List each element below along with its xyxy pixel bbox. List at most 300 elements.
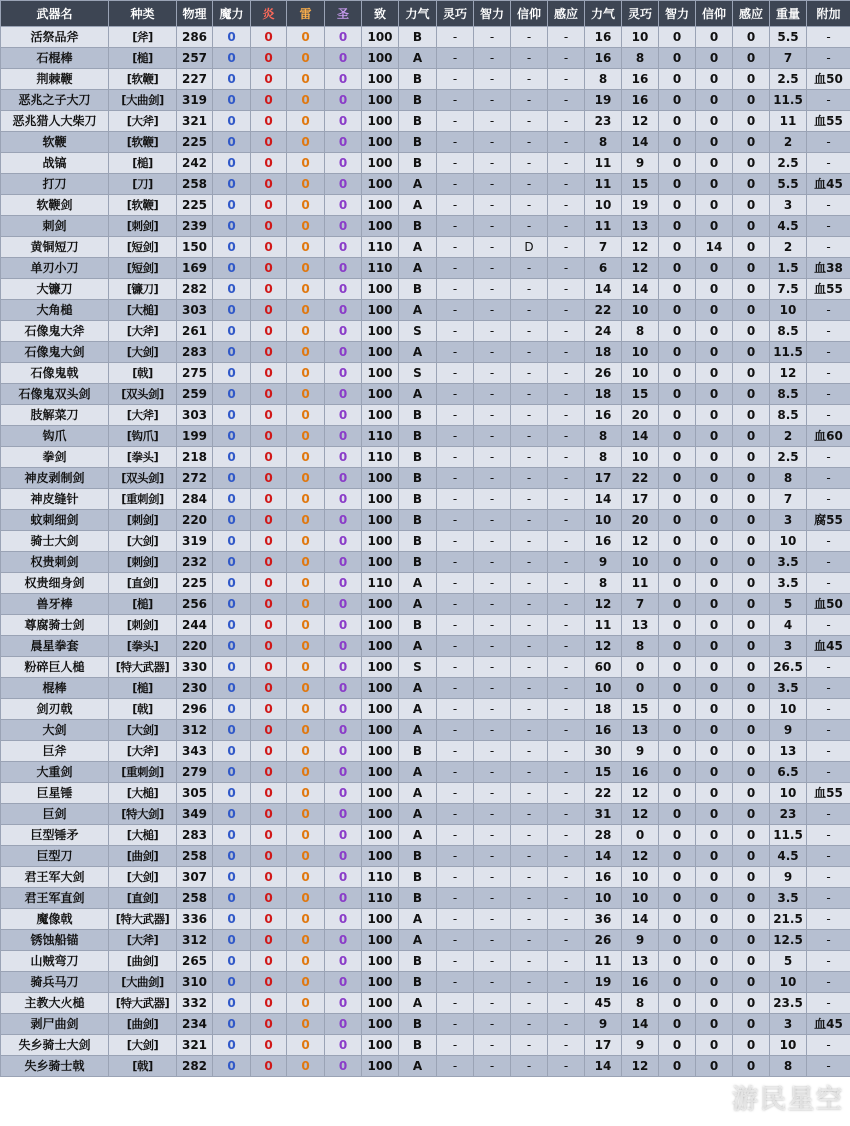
cell-lightning: 0 [287, 363, 325, 384]
header-req-fai: 信仰 [696, 1, 733, 27]
cell-magic: 0 [213, 300, 251, 321]
cell-weight: 13 [770, 741, 807, 762]
cell-fire: 0 [251, 111, 287, 132]
cell-req-fai: 0 [696, 216, 733, 237]
cell-extra-effect: - [807, 888, 850, 909]
cell-lightning: 0 [287, 888, 325, 909]
cell-scaling-arc: - [548, 489, 585, 510]
cell-req-int: 0 [659, 90, 696, 111]
cell-lightning: 0 [287, 279, 325, 300]
cell-req-arc: 0 [733, 153, 770, 174]
cell-req-int: 0 [659, 741, 696, 762]
cell-holy: 0 [325, 993, 362, 1014]
cell-scaling-fai: - [511, 993, 548, 1014]
cell-fire: 0 [251, 153, 287, 174]
cell-req-fai: 0 [696, 993, 733, 1014]
cell-req-int: 0 [659, 720, 696, 741]
cell-scaling-fai: - [511, 615, 548, 636]
cell-weapon-name: 单刃小刀 [1, 258, 109, 279]
cell-req-str: 16 [585, 867, 622, 888]
cell-weapon-name: 棍棒 [1, 678, 109, 699]
cell-req-fai: 0 [696, 384, 733, 405]
cell-physical: 349 [177, 804, 213, 825]
cell-req-arc: 0 [733, 111, 770, 132]
cell-weapon-name: 神皮剥制剑 [1, 468, 109, 489]
cell-holy: 0 [325, 867, 362, 888]
table-body [1, 27, 850, 1077]
cell-scaling-int: - [474, 363, 511, 384]
cell-req-str: 9 [585, 1014, 622, 1035]
table-row [1, 804, 850, 825]
cell-scaling-int: - [474, 678, 511, 699]
cell-req-int: 0 [659, 783, 696, 804]
cell-req-arc: 0 [733, 531, 770, 552]
cell-lightning: 0 [287, 216, 325, 237]
cell-magic: 0 [213, 426, 251, 447]
cell-req-dex: 16 [622, 69, 659, 90]
cell-req-dex: 9 [622, 741, 659, 762]
cell-weapon-type: [大槌] [109, 300, 177, 321]
cell-scaling-fai: - [511, 741, 548, 762]
cell-req-dex: 14 [622, 1014, 659, 1035]
cell-scaling-str: B [399, 90, 437, 111]
cell-extra-effect: - [807, 48, 850, 69]
cell-fire: 0 [251, 426, 287, 447]
table-row [1, 993, 850, 1014]
cell-req-arc: 0 [733, 216, 770, 237]
cell-magic: 0 [213, 363, 251, 384]
cell-scaling-arc: - [548, 678, 585, 699]
cell-extra-effect: - [807, 489, 850, 510]
cell-lightning: 0 [287, 678, 325, 699]
cell-holy: 0 [325, 447, 362, 468]
cell-scaling-fai: - [511, 426, 548, 447]
cell-lightning: 0 [287, 237, 325, 258]
cell-req-arc: 0 [733, 426, 770, 447]
cell-scaling-fai: - [511, 804, 548, 825]
cell-req-int: 0 [659, 321, 696, 342]
cell-extra-effect: - [807, 363, 850, 384]
cell-req-fai: 0 [696, 573, 733, 594]
cell-magic: 0 [213, 216, 251, 237]
cell-weight: 2.5 [770, 153, 807, 174]
cell-req-int: 0 [659, 909, 696, 930]
cell-fire: 0 [251, 930, 287, 951]
cell-req-arc: 0 [733, 195, 770, 216]
cell-physical: 244 [177, 615, 213, 636]
cell-magic: 0 [213, 384, 251, 405]
cell-req-int: 0 [659, 825, 696, 846]
cell-physical: 305 [177, 783, 213, 804]
cell-physical: 225 [177, 573, 213, 594]
cell-fire: 0 [251, 279, 287, 300]
cell-req-int: 0 [659, 174, 696, 195]
cell-weight: 3.5 [770, 573, 807, 594]
cell-req-arc: 0 [733, 846, 770, 867]
cell-scaling-str: A [399, 300, 437, 321]
cell-scaling-int: - [474, 615, 511, 636]
cell-magic: 0 [213, 90, 251, 111]
cell-req-dex: 12 [622, 846, 659, 867]
cell-req-arc: 0 [733, 762, 770, 783]
cell-scaling-int: - [474, 48, 511, 69]
cell-req-dex: 10 [622, 867, 659, 888]
table-row [1, 552, 850, 573]
cell-scaling-int: - [474, 174, 511, 195]
cell-req-str: 11 [585, 615, 622, 636]
cell-extra-effect: 血55 [807, 783, 850, 804]
cell-fire: 0 [251, 804, 287, 825]
cell-fire: 0 [251, 132, 287, 153]
cell-physical: 330 [177, 657, 213, 678]
cell-scaling-int: - [474, 1056, 511, 1077]
cell-req-arc: 0 [733, 636, 770, 657]
cell-physical: 307 [177, 867, 213, 888]
table-row [1, 48, 850, 69]
cell-req-int: 0 [659, 552, 696, 573]
cell-extra-effect: 血50 [807, 69, 850, 90]
cell-extra-effect: - [807, 720, 850, 741]
cell-lightning: 0 [287, 426, 325, 447]
cell-weapon-name: 钩爪 [1, 426, 109, 447]
header-req-dex: 灵巧 [622, 1, 659, 27]
cell-req-fai: 0 [696, 27, 733, 48]
cell-req-dex: 14 [622, 279, 659, 300]
cell-weapon-type: [特大武器] [109, 993, 177, 1014]
cell-req-fai: 0 [696, 90, 733, 111]
cell-scaling-arc: - [548, 1035, 585, 1056]
cell-scaling-int: - [474, 783, 511, 804]
cell-scaling-int: - [474, 888, 511, 909]
cell-req-str: 26 [585, 930, 622, 951]
cell-critical: 100 [362, 972, 399, 993]
cell-scaling-arc: - [548, 867, 585, 888]
cell-weapon-name: 战镐 [1, 153, 109, 174]
cell-holy: 0 [325, 720, 362, 741]
cell-weight: 5.5 [770, 27, 807, 48]
cell-critical: 100 [362, 279, 399, 300]
cell-req-arc: 0 [733, 594, 770, 615]
cell-scaling-int: - [474, 825, 511, 846]
cell-scaling-str: B [399, 888, 437, 909]
cell-weight: 11.5 [770, 825, 807, 846]
cell-weapon-name: 失乡骑士戟 [1, 1056, 109, 1077]
cell-scaling-fai: - [511, 531, 548, 552]
cell-scaling-dex: - [437, 741, 474, 762]
cell-scaling-str: A [399, 762, 437, 783]
cell-holy: 0 [325, 27, 362, 48]
cell-req-fai: 0 [696, 279, 733, 300]
cell-weight: 1.5 [770, 258, 807, 279]
cell-req-str: 6 [585, 258, 622, 279]
cell-weight: 10 [770, 783, 807, 804]
cell-req-str: 11 [585, 153, 622, 174]
cell-magic: 0 [213, 552, 251, 573]
cell-req-dex: 17 [622, 489, 659, 510]
cell-weight: 12.5 [770, 930, 807, 951]
cell-req-dex: 15 [622, 174, 659, 195]
cell-physical: 319 [177, 531, 213, 552]
cell-req-fai: 0 [696, 426, 733, 447]
cell-req-dex: 0 [622, 825, 659, 846]
cell-scaling-arc: - [548, 825, 585, 846]
cell-physical: 343 [177, 741, 213, 762]
cell-scaling-arc: - [548, 69, 585, 90]
cell-req-int: 0 [659, 531, 696, 552]
cell-scaling-fai: - [511, 1056, 548, 1077]
cell-req-fai: 0 [696, 132, 733, 153]
cell-req-str: 10 [585, 510, 622, 531]
cell-req-dex: 13 [622, 216, 659, 237]
cell-fire: 0 [251, 720, 287, 741]
cell-fire: 0 [251, 48, 287, 69]
cell-scaling-dex: - [437, 909, 474, 930]
cell-weapon-name: 剑刃戟 [1, 699, 109, 720]
table-row [1, 216, 850, 237]
cell-weapon-name: 兽牙棒 [1, 594, 109, 615]
cell-req-fai: 0 [696, 174, 733, 195]
cell-scaling-int: - [474, 699, 511, 720]
cell-req-arc: 0 [733, 972, 770, 993]
cell-scaling-str: B [399, 867, 437, 888]
cell-req-str: 22 [585, 300, 622, 321]
cell-scaling-dex: - [437, 762, 474, 783]
cell-scaling-dex: - [437, 111, 474, 132]
cell-scaling-dex: - [437, 636, 474, 657]
cell-extra-effect: - [807, 951, 850, 972]
cell-scaling-dex: - [437, 174, 474, 195]
cell-weapon-name: 肢解菜刀 [1, 405, 109, 426]
cell-req-dex: 11 [622, 573, 659, 594]
cell-weapon-type: [槌] [109, 678, 177, 699]
cell-magic: 0 [213, 1014, 251, 1035]
cell-scaling-arc: - [548, 279, 585, 300]
cell-weight: 4 [770, 615, 807, 636]
cell-lightning: 0 [287, 300, 325, 321]
cell-scaling-str: B [399, 1014, 437, 1035]
cell-scaling-str: A [399, 384, 437, 405]
cell-req-dex: 20 [622, 510, 659, 531]
cell-req-dex: 16 [622, 90, 659, 111]
cell-req-int: 0 [659, 1014, 696, 1035]
table-row [1, 405, 850, 426]
cell-req-int: 0 [659, 972, 696, 993]
cell-magic: 0 [213, 930, 251, 951]
cell-scaling-int: - [474, 216, 511, 237]
cell-weapon-name: 巨型锤矛 [1, 825, 109, 846]
cell-req-fai: 0 [696, 69, 733, 90]
cell-scaling-str: A [399, 573, 437, 594]
cell-fire: 0 [251, 825, 287, 846]
cell-req-fai: 0 [696, 405, 733, 426]
cell-req-int: 0 [659, 447, 696, 468]
cell-req-fai: 0 [696, 1014, 733, 1035]
cell-weapon-name: 活祭品斧 [1, 27, 109, 48]
cell-req-int: 0 [659, 153, 696, 174]
cell-req-int: 0 [659, 888, 696, 909]
cell-weapon-name: 石像鬼大剑 [1, 342, 109, 363]
cell-req-str: 15 [585, 762, 622, 783]
cell-extra-effect: - [807, 573, 850, 594]
cell-holy: 0 [325, 111, 362, 132]
cell-scaling-str: B [399, 426, 437, 447]
cell-req-str: 18 [585, 342, 622, 363]
cell-scaling-int: - [474, 447, 511, 468]
cell-scaling-dex: - [437, 1014, 474, 1035]
cell-critical: 100 [362, 846, 399, 867]
cell-req-fai: 0 [696, 489, 733, 510]
cell-weight: 8.5 [770, 405, 807, 426]
cell-scaling-int: - [474, 342, 511, 363]
cell-req-dex: 10 [622, 888, 659, 909]
table-row [1, 384, 850, 405]
cell-weapon-type: [大斧] [109, 741, 177, 762]
cell-req-str: 16 [585, 27, 622, 48]
cell-req-dex: 8 [622, 321, 659, 342]
cell-req-str: 23 [585, 111, 622, 132]
cell-req-str: 10 [585, 678, 622, 699]
cell-physical: 321 [177, 111, 213, 132]
cell-scaling-dex: - [437, 720, 474, 741]
table-row [1, 531, 850, 552]
cell-critical: 100 [362, 594, 399, 615]
cell-scaling-fai: - [511, 594, 548, 615]
cell-holy: 0 [325, 195, 362, 216]
cell-critical: 100 [362, 783, 399, 804]
cell-extra-effect: - [807, 342, 850, 363]
cell-weapon-name: 权贵刺剑 [1, 552, 109, 573]
cell-scaling-dex: - [437, 993, 474, 1014]
cell-scaling-arc: - [548, 657, 585, 678]
watermark-logo: 游民星空 [731, 1085, 844, 1115]
cell-scaling-dex: - [437, 1035, 474, 1056]
cell-req-str: 7 [585, 237, 622, 258]
cell-req-str: 14 [585, 846, 622, 867]
cell-physical: 312 [177, 720, 213, 741]
cell-magic: 0 [213, 174, 251, 195]
table-row [1, 951, 850, 972]
cell-critical: 100 [362, 153, 399, 174]
cell-scaling-arc: - [548, 930, 585, 951]
cell-holy: 0 [325, 930, 362, 951]
cell-holy: 0 [325, 552, 362, 573]
cell-scaling-str: B [399, 972, 437, 993]
cell-req-int: 0 [659, 426, 696, 447]
cell-weight: 21.5 [770, 909, 807, 930]
cell-req-dex: 10 [622, 363, 659, 384]
cell-lightning: 0 [287, 930, 325, 951]
cell-weapon-type: [双头剑] [109, 468, 177, 489]
cell-extra-effect: - [807, 468, 850, 489]
cell-scaling-fai: - [511, 132, 548, 153]
cell-req-str: 17 [585, 468, 622, 489]
cell-req-str: 60 [585, 657, 622, 678]
cell-physical: 286 [177, 27, 213, 48]
cell-weapon-name: 魔像戟 [1, 909, 109, 930]
cell-lightning: 0 [287, 531, 325, 552]
cell-critical: 100 [362, 699, 399, 720]
cell-extra-effect: 血45 [807, 174, 850, 195]
cell-physical: 218 [177, 447, 213, 468]
cell-magic: 0 [213, 573, 251, 594]
cell-req-dex: 12 [622, 258, 659, 279]
cell-critical: 100 [362, 363, 399, 384]
cell-scaling-dex: - [437, 405, 474, 426]
cell-critical: 100 [362, 951, 399, 972]
cell-critical: 100 [362, 48, 399, 69]
cell-req-int: 0 [659, 195, 696, 216]
cell-scaling-arc: - [548, 741, 585, 762]
table-row [1, 468, 850, 489]
cell-magic: 0 [213, 279, 251, 300]
cell-scaling-fai: - [511, 825, 548, 846]
cell-req-dex: 16 [622, 972, 659, 993]
cell-physical: 220 [177, 636, 213, 657]
cell-fire: 0 [251, 342, 287, 363]
cell-holy: 0 [325, 951, 362, 972]
cell-lightning: 0 [287, 741, 325, 762]
cell-fire: 0 [251, 573, 287, 594]
cell-req-fai: 0 [696, 531, 733, 552]
cell-scaling-arc: - [548, 258, 585, 279]
cell-scaling-str: B [399, 531, 437, 552]
cell-weapon-name: 刺剑 [1, 216, 109, 237]
cell-scaling-dex: - [437, 279, 474, 300]
cell-lightning: 0 [287, 783, 325, 804]
cell-scaling-fai: - [511, 342, 548, 363]
cell-critical: 100 [362, 510, 399, 531]
cell-fire: 0 [251, 258, 287, 279]
cell-holy: 0 [325, 888, 362, 909]
cell-physical: 257 [177, 48, 213, 69]
cell-scaling-str: B [399, 741, 437, 762]
cell-weapon-name: 大镰刀 [1, 279, 109, 300]
cell-req-dex: 0 [622, 657, 659, 678]
cell-physical: 242 [177, 153, 213, 174]
cell-req-dex: 8 [622, 636, 659, 657]
header-weight: 重量 [770, 1, 807, 27]
cell-req-int: 0 [659, 573, 696, 594]
cell-weapon-name: 软鞭 [1, 132, 109, 153]
cell-magic: 0 [213, 846, 251, 867]
cell-req-int: 0 [659, 111, 696, 132]
cell-scaling-arc: - [548, 993, 585, 1014]
cell-weapon-type: [特大剑] [109, 804, 177, 825]
cell-req-dex: 22 [622, 468, 659, 489]
cell-req-str: 19 [585, 90, 622, 111]
cell-physical: 282 [177, 279, 213, 300]
cell-weight: 7 [770, 48, 807, 69]
cell-req-arc: 0 [733, 1014, 770, 1035]
cell-magic: 0 [213, 615, 251, 636]
cell-scaling-arc: - [548, 720, 585, 741]
cell-req-arc: 0 [733, 1035, 770, 1056]
cell-req-int: 0 [659, 993, 696, 1014]
cell-scaling-fai: - [511, 573, 548, 594]
cell-req-arc: 0 [733, 90, 770, 111]
cell-weapon-type: [斧] [109, 27, 177, 48]
cell-req-fai: 0 [696, 1035, 733, 1056]
cell-weapon-type: [直剑] [109, 573, 177, 594]
cell-scaling-arc: - [548, 405, 585, 426]
cell-weapon-type: [钩爪] [109, 426, 177, 447]
table-row [1, 783, 850, 804]
cell-weight: 5 [770, 594, 807, 615]
cell-critical: 100 [362, 174, 399, 195]
cell-extra-effect: 腐55 [807, 510, 850, 531]
cell-scaling-str: B [399, 951, 437, 972]
cell-req-arc: 0 [733, 405, 770, 426]
